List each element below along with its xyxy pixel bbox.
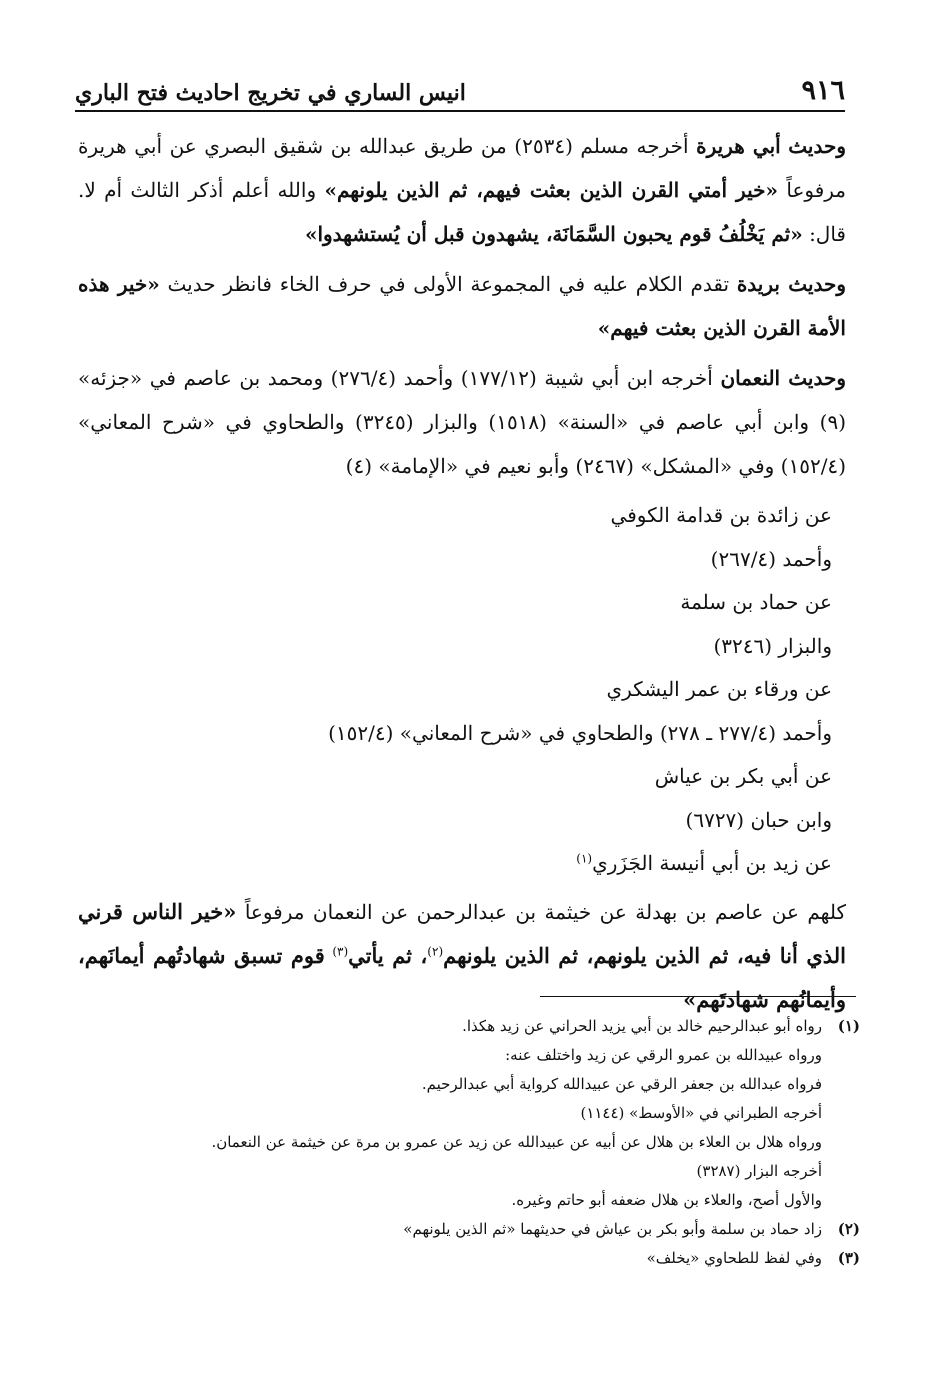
hadith-quote-end: قوم تسبق شهادتُهم أيمانَهم، وأيمانُهم شهادتَهم» bbox=[78, 942, 846, 1012]
main-text bbox=[78, 124, 846, 1028]
footnote-text: وفي لفظ للطحاوي «يخلف» bbox=[646, 1249, 822, 1267]
hadith-intro: وحديث النعمان bbox=[720, 366, 847, 390]
paragraph-final bbox=[78, 890, 846, 1022]
footnote-line: فرواه عبدالله بن جعفر الرقي عن عبيدالله كرواية أبي عبدالرحيم. bbox=[421, 1075, 822, 1093]
footnote-line: أخرجه البزار (٣٢٨٧) bbox=[696, 1162, 822, 1180]
footnote-separator bbox=[540, 996, 856, 997]
chain-line-text: عن زيد بن أبي أنيسة الجَزَري bbox=[592, 851, 832, 875]
paragraph-burayda bbox=[78, 262, 846, 350]
chain-line: وأحمد (٢٦٧/٤) bbox=[710, 546, 832, 571]
page-number: ٩١٦ bbox=[801, 75, 845, 106]
chain-line: عن حماد بن سلمة bbox=[680, 590, 832, 614]
footnote-number: (٢) bbox=[837, 1220, 860, 1238]
footnote-text: رواه أبو عبدالرحيم خالد بن أبي يزيد الحراني عن زيد هكذا. bbox=[462, 1017, 822, 1035]
hadith-quote: «خير الناس قرني الذي أنا فيه، ثم الذين يلونهم، ثم الذين يلونهم bbox=[78, 898, 847, 968]
narrator-name: أبي هريرة bbox=[696, 134, 781, 158]
footnote-number: (١) bbox=[837, 1017, 860, 1035]
footnote-number: (٣) bbox=[837, 1249, 860, 1267]
takhrij-text: أخرجه ابن أبي شيبة (١٧٧/١٢) وأحمد (٢٧٦/٤) ومحمد بن عاصم في «جزئه» (٩) وابن أبي عاصم في «السنة» (١٥١٨) والبزار (٣٢٤٥) والطحاوي في «شرح المعاني» (١٥٢/٤) وفي «المشكل» (٢٤٦٧) وأبو نعيم في «الإمامة» (٤) bbox=[78, 366, 846, 478]
running-title: انيس الساري في تخريج احاديث فتح الباري bbox=[75, 80, 466, 106]
footnote-2 bbox=[100, 1215, 860, 1244]
chain-line: والبزار (٣٢٤٦) bbox=[713, 633, 832, 658]
hadith-quote: «خير أمتي القرن الذين بعثت فيهم، ثم الذين يلونهم» bbox=[324, 178, 778, 202]
footnote-marker: (٢) bbox=[427, 943, 444, 958]
footnote-text: زاد حماد بن سلمة وأبو بكر بن عياش في حديثهما «ثم الذين يلونهم» bbox=[403, 1220, 822, 1238]
footnotes bbox=[100, 1012, 860, 1273]
hadith-intro: وحديث بريدة bbox=[736, 272, 847, 296]
hadith-quote: «خير هذه الأمة القرن الذين بعثت فيهم» bbox=[78, 272, 846, 340]
footnote-3 bbox=[100, 1244, 860, 1273]
commentary-text: والله أعلم أذكر الثالث أم لا. قال: bbox=[78, 178, 846, 246]
hadith-intro: وحديث bbox=[788, 134, 847, 158]
isnad-chain bbox=[78, 494, 846, 886]
chain-line: وابن حبان (٦٧٢٧) bbox=[685, 807, 832, 832]
footnote-line: والأول أصح، والعلاء بن هلال ضعفه أبو حاتم وغيره. bbox=[511, 1191, 822, 1209]
footnote-line: ورواه عبيدالله بن عمرو الرقي عن زيد واختلف عنه: bbox=[505, 1046, 822, 1064]
takhrij-text: أخرجه مسلم (٢٥٣٤) من طريق عبدالله بن شقيق البصري عن أبي هريرة مرفوعاً bbox=[78, 134, 847, 202]
page-header bbox=[75, 70, 845, 112]
reference-text: تقدم الكلام عليه في المجموعة الأولى في حرف الخاء فانظر حديث bbox=[167, 272, 730, 296]
final-text: كلهم عن عاصم بن بهدلة عن خيثمة بن عبدالرحمن عن النعمان مرفوعاً bbox=[244, 899, 847, 924]
chain-line: عن ورقاء بن عمر اليشكري bbox=[606, 677, 832, 701]
paragraph-numan bbox=[78, 356, 846, 488]
paragraph-abu-hurayra bbox=[78, 124, 846, 256]
hadith-quote: «ثم يَخْلُفُ قوم يحبون السَّمَانَة، يشهدون قبل أن يُستشهدوا» bbox=[304, 222, 803, 246]
chain-line: عن أبي بكر بن عياش bbox=[654, 764, 832, 788]
footnote-line: أخرجه الطبراني في «الأوسط» (١١٤٤) bbox=[580, 1104, 822, 1122]
footnote-marker: (١) bbox=[576, 851, 593, 866]
hadith-quote-cont: ، ثم يأتي bbox=[348, 942, 428, 968]
footnote-marker: (٣) bbox=[332, 943, 349, 958]
chain-line: عن زائدة بن قدامة الكوفي bbox=[610, 503, 832, 527]
footnote-1 bbox=[100, 1012, 860, 1041]
chain-line-last bbox=[78, 842, 832, 886]
footnote-line: ورواه هلال بن العلاء بن هلال عن أبيه عن عبيدالله عن زيد عن عمرو بن مرة عن خيثمة عن النعمان. bbox=[211, 1133, 822, 1151]
chain-line: وأحمد (٢٧٧/٤ ـ ٢٧٨) والطحاوي في «شرح المعاني» (١٥٢/٤) bbox=[328, 720, 832, 745]
